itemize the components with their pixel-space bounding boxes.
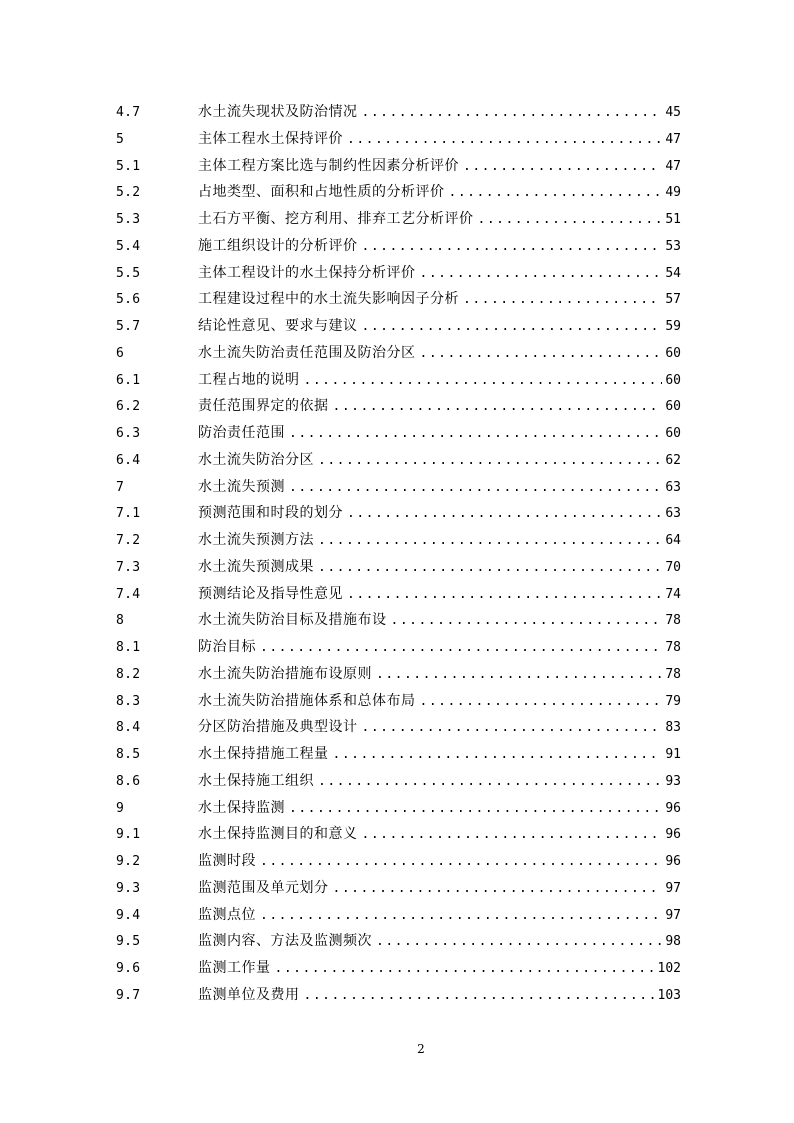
toc-entry-title[interactable]: 监测内容、方法及监测频次 [198, 933, 372, 950]
toc-entry-number: 8.6 [116, 773, 141, 789]
toc-entry[interactable] [116, 928, 681, 955]
toc-entry-page: 60 [665, 399, 681, 415]
toc-entry[interactable] [116, 447, 681, 474]
toc-entry[interactable] [116, 607, 681, 634]
toc-entry[interactable] [116, 99, 681, 126]
toc-entry-page: 96 [665, 827, 681, 843]
toc-entry-title[interactable]: 水土保持监测 [198, 799, 285, 816]
toc-entry-page: 63 [665, 506, 681, 522]
toc-entry-number: 7.4 [116, 586, 141, 602]
toc-dot-leader [304, 368, 663, 395]
toc-entry-title[interactable]: 结论性意见、要求与建议 [198, 318, 358, 334]
toc-dot-leader [260, 849, 662, 876]
toc-dot-leader [304, 983, 655, 1010]
toc-entry[interactable] [116, 260, 681, 287]
toc-entry-page: 62 [665, 452, 681, 468]
toc-entry-number: 7.1 [116, 506, 141, 522]
toc-dot-leader [333, 876, 663, 903]
toc-entry[interactable] [116, 821, 681, 848]
toc-entry-page: 49 [665, 185, 681, 201]
toc-entry[interactable] [116, 982, 681, 1009]
page-number: 2 [417, 1042, 425, 1056]
toc-entry-page: 70 [665, 559, 681, 575]
toc-entry[interactable] [116, 340, 681, 367]
toc-entry-page: 83 [665, 720, 681, 736]
toc-dot-leader [333, 394, 663, 421]
toc-entry-page: 96 [665, 800, 681, 816]
toc-dot-leader [333, 742, 663, 769]
toc-entry[interactable] [116, 367, 681, 394]
toc-entry[interactable] [116, 902, 681, 929]
toc-entry-number: 5.2 [116, 185, 141, 201]
toc-dot-leader [420, 261, 663, 288]
toc-entry[interactable] [116, 768, 681, 795]
toc-entry-number: 9.3 [116, 880, 141, 896]
toc-entry-title[interactable]: 水土流失防治分区 [198, 451, 314, 468]
toc-entry[interactable] [116, 741, 681, 768]
toc-entry-number: 9.5 [116, 934, 141, 950]
toc-dot-leader [347, 582, 662, 609]
toc-entry[interactable] [116, 848, 681, 875]
toc-entry-page: 96 [665, 854, 681, 869]
toc-dot-leader [347, 501, 662, 528]
toc-entry[interactable] [116, 955, 681, 982]
toc-entry-number: 5.7 [116, 319, 141, 334]
toc-entry-page: 45 [665, 105, 681, 120]
toc-entry[interactable] [116, 554, 681, 581]
toc-entry[interactable] [116, 179, 681, 206]
toc-entry-page: 60 [665, 372, 681, 388]
toc-entry-number: 9 [116, 800, 125, 816]
toc-entry-title[interactable]: 水土流失预测 [198, 478, 285, 495]
toc-dot-leader [449, 180, 663, 207]
toc-entry-page: 47 [665, 131, 681, 147]
toc-entry-title[interactable]: 工程建设过程中的水土流失影响因子分析 [198, 291, 459, 308]
toc-dot-leader [289, 796, 662, 823]
toc-dot-leader [362, 822, 663, 849]
toc-entry-title[interactable]: 占地类型、面积和占地性质的分析评价 [198, 184, 445, 201]
toc-dot-leader [318, 528, 662, 555]
toc-entry[interactable] [116, 795, 681, 822]
toc-entry-title[interactable]: 预测结论及指导性意见 [198, 585, 343, 602]
toc-entry-number: 8.4 [116, 720, 141, 736]
toc-entry-page: 103 [657, 987, 681, 1003]
toc-entry-page: 60 [665, 426, 681, 441]
toc-entry-title[interactable]: 水土流失防治目标及措施布设 [198, 612, 387, 629]
toc-entry-number: 9.1 [116, 827, 141, 843]
toc-dot-leader [318, 448, 662, 475]
toc-entry-page: 54 [665, 265, 681, 281]
toc-entry-number: 8.2 [116, 666, 141, 682]
toc-entry-title[interactable]: 土石方平衡、挖方利用、排弃工艺分析评价 [198, 211, 474, 227]
toc-entry-number: 5 [116, 131, 125, 147]
toc-entry-page: 53 [665, 238, 681, 254]
toc-dot-leader [289, 421, 662, 448]
toc-entry-number: 7.2 [116, 533, 141, 548]
toc-entry-number: 5.6 [116, 292, 141, 308]
toc-dot-leader [362, 715, 663, 742]
toc-entry-page: 78 [665, 613, 681, 629]
toc-dot-leader [289, 475, 662, 502]
toc-entry-number: 6.2 [116, 399, 141, 415]
toc-entry-title[interactable]: 施工组织设计的分析评价 [198, 237, 358, 254]
toc-entry-page: 79 [665, 693, 681, 709]
toc-entry-title[interactable]: 监测工作量 [198, 960, 271, 976]
toc-entry[interactable] [116, 233, 681, 260]
toc-entry-title[interactable]: 水土保持监测目的和意义 [198, 826, 358, 843]
toc-dot-leader [318, 555, 662, 582]
toc-entry-page: 78 [665, 640, 681, 655]
toc-entry-number: 6.3 [116, 426, 141, 441]
toc-entry-number: 8.3 [116, 693, 141, 709]
toc-entry-title[interactable]: 水土保持施工组织 [198, 772, 314, 789]
toc-entry-title[interactable]: 水土流失现状及防治情况 [198, 104, 358, 120]
toc-dot-leader [275, 956, 655, 983]
toc-entry-title[interactable]: 责任范围界定的依据 [198, 398, 329, 415]
toc-entry[interactable] [116, 500, 681, 527]
toc-entry-number: 6.4 [116, 452, 141, 468]
toc-entry-page: 78 [665, 666, 681, 682]
toc-entry-title[interactable]: 分区防治措施及典型设计 [198, 719, 358, 736]
toc-entry-title[interactable]: 防治目标 [198, 639, 256, 655]
toc-entry-title[interactable]: 主体工程方案比选与制约性因素分析评价 [198, 157, 459, 174]
toc-dot-leader [463, 287, 662, 314]
toc-entry[interactable] [116, 206, 681, 233]
toc-entry-page: 51 [665, 212, 681, 227]
toc-entry-page: 74 [665, 586, 681, 602]
toc-entry[interactable] [116, 313, 681, 340]
toc-entry[interactable] [116, 286, 681, 313]
toc-dot-leader [362, 314, 663, 341]
toc-entry[interactable] [116, 875, 681, 902]
toc-entry-number: 8.5 [116, 747, 141, 762]
toc-entry-title[interactable]: 水土保持措施工程量 [198, 746, 329, 762]
toc-entry-page: 63 [665, 479, 681, 495]
toc-entry[interactable] [116, 661, 681, 688]
toc-entry-number: 5.3 [116, 212, 141, 227]
toc-entry-number: 8.1 [116, 640, 141, 655]
toc-entry-title[interactable]: 工程占地的说明 [198, 371, 300, 388]
toc-dot-leader [463, 154, 662, 181]
toc-entry-number: 5.1 [116, 158, 141, 174]
toc-dot-leader [478, 207, 663, 234]
toc-entry-title[interactable]: 水土流失防治措施体系和总体布局 [198, 692, 416, 709]
toc-dot-leader [376, 662, 662, 689]
toc-entry-title[interactable]: 监测范围及单元划分 [198, 879, 329, 896]
toc-dot-leader [362, 234, 663, 261]
toc-entry-page: 47 [665, 158, 681, 174]
toc-entry[interactable] [116, 688, 681, 715]
toc-entry[interactable] [116, 393, 681, 420]
toc-entry-page: 93 [665, 773, 681, 789]
toc-entry-number: 7 [116, 479, 125, 495]
toc-dot-leader [362, 100, 663, 127]
toc-entry-page: 97 [665, 880, 681, 896]
toc-dot-leader [420, 341, 663, 368]
toc-entry-title[interactable]: 水土流失防治措施布设原则 [198, 665, 372, 682]
toc-entry-number: 9.2 [116, 854, 141, 869]
toc-entry-title[interactable]: 监测单位及费用 [198, 986, 300, 1003]
toc-entry-number: 9.6 [116, 961, 141, 976]
toc-entry-number: 9.7 [116, 987, 141, 1003]
toc-dot-leader [260, 903, 662, 930]
toc-entry-title[interactable]: 监测点位 [198, 906, 256, 923]
toc-entry-page: 64 [665, 533, 681, 548]
toc-entry[interactable] [116, 474, 681, 501]
toc-entry[interactable] [116, 527, 681, 554]
toc-dot-leader [376, 929, 662, 956]
toc-dot-leader [347, 127, 662, 154]
toc-entry[interactable] [116, 420, 681, 447]
toc-dot-leader [420, 689, 663, 716]
toc-entry-number: 6.1 [116, 372, 141, 388]
toc-entry-title[interactable]: 监测时段 [198, 853, 256, 869]
toc-dot-leader [318, 769, 662, 796]
toc-entry-number: 9.4 [116, 907, 141, 923]
toc-entry-number: 7.3 [116, 559, 141, 575]
toc-entry-number: 6 [116, 345, 125, 361]
toc-entry-title[interactable]: 水土流失预测方法 [198, 532, 314, 548]
toc-entry-number: 5.5 [116, 265, 141, 281]
toc-entry-page: 102 [657, 961, 681, 976]
toc-entry-page: 59 [665, 319, 681, 334]
toc-entry-title[interactable]: 预测范围和时段的划分 [198, 505, 343, 522]
toc-entry[interactable] [116, 126, 681, 153]
toc-dot-leader [260, 635, 662, 662]
table-of-contents [116, 99, 681, 1009]
toc-entry[interactable] [116, 581, 681, 608]
toc-entry-title[interactable]: 水土流失防治责任范围及防治分区 [198, 344, 416, 361]
toc-entry-title[interactable]: 水土流失预测成果 [198, 558, 314, 575]
toc-entry[interactable] [116, 153, 681, 180]
toc-entry-number: 4.7 [116, 105, 141, 120]
toc-dot-leader [391, 608, 663, 635]
toc-entry[interactable] [116, 634, 681, 661]
toc-entry-page: 91 [665, 747, 681, 762]
toc-entry-title[interactable]: 主体工程设计的水土保持分析评价 [198, 264, 416, 281]
toc-entry-title[interactable]: 防治责任范围 [198, 425, 285, 441]
toc-entry[interactable] [116, 714, 681, 741]
toc-entry-page: 97 [665, 907, 681, 923]
toc-entry-page: 98 [665, 934, 681, 950]
toc-entry-page: 57 [665, 292, 681, 308]
toc-entry-title[interactable]: 主体工程水土保持评价 [198, 130, 343, 147]
toc-entry-number: 5.4 [116, 238, 141, 254]
toc-entry-page: 60 [665, 345, 681, 361]
toc-entry-number: 8 [116, 613, 125, 629]
